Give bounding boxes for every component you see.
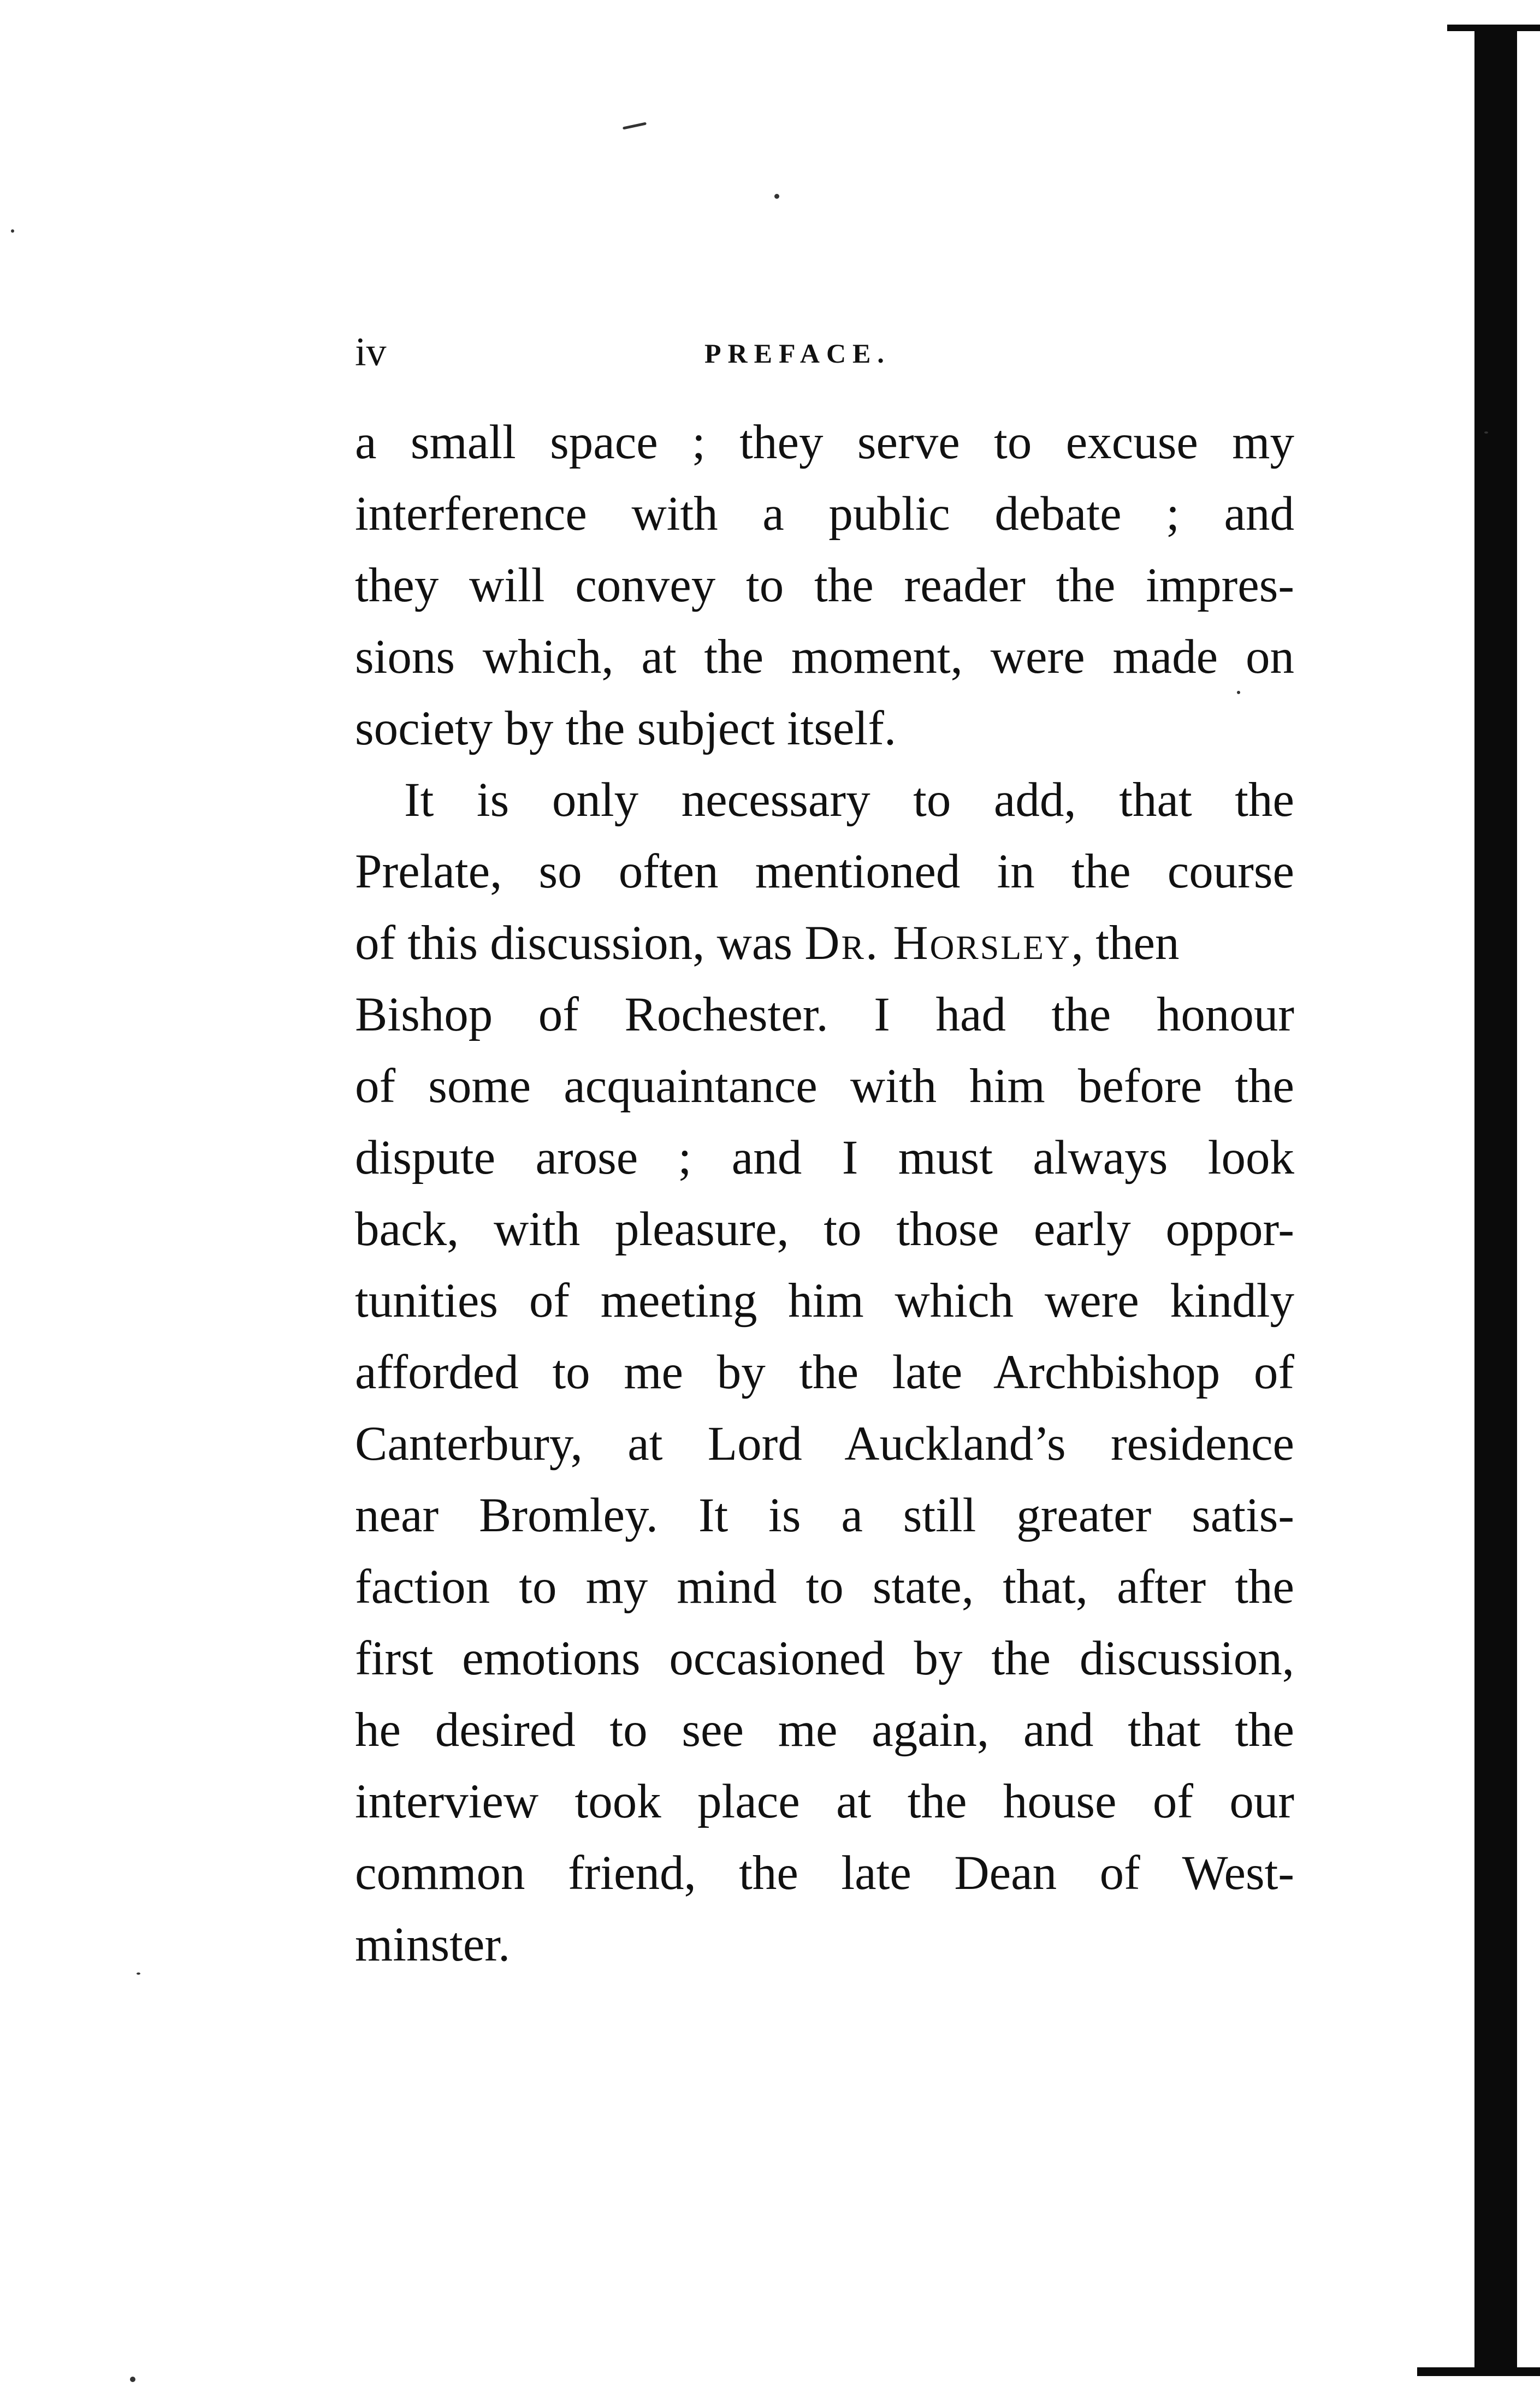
paper-speck xyxy=(130,2377,135,2382)
text-line: of some acquaintance with him before the xyxy=(355,1059,1294,1113)
text-line xyxy=(355,908,1294,979)
text-line: society by the subject itself. xyxy=(355,702,897,755)
text-line: interference with a public debate ; and xyxy=(355,487,1294,541)
text-line: he desired to see me again, and that the xyxy=(355,1703,1294,1757)
text-line: a small space ; they serve to excuse my xyxy=(355,416,1294,469)
spine-bar xyxy=(1474,30,1517,2373)
running-head: PREFACE. xyxy=(704,338,891,369)
text-line: Canterbury, at Lord Auckland’s residence xyxy=(355,1417,1294,1471)
text-line: tunities of meeting him which were kindly xyxy=(355,1274,1294,1328)
name-small-caps: Dr. Horsley xyxy=(804,916,1071,970)
paper-speck xyxy=(774,194,779,199)
text-line: afforded to me by the late Archbishop of xyxy=(355,1346,1294,1399)
text-segment: , then xyxy=(1071,916,1180,970)
text-line: It is only necessary to add, that the xyxy=(404,773,1294,827)
text-line: interview took place at the house of our xyxy=(355,1775,1294,1828)
page-header xyxy=(355,330,1256,374)
text-line: minster. xyxy=(355,1918,511,1971)
text-line: near Bromley. It is a still greater satis- xyxy=(355,1489,1294,1542)
text-line: they will convey to the reader the impres- xyxy=(355,559,1294,612)
page-number: iv xyxy=(355,330,387,375)
text-line: Bishop of Rochester. I had the honour xyxy=(355,988,1294,1041)
book-spine-edge xyxy=(1447,0,1540,2399)
paper-speck xyxy=(1237,691,1240,694)
paper-speck xyxy=(11,229,14,233)
paper-speck xyxy=(623,122,647,129)
text-segment: of this discussion, was xyxy=(355,916,805,970)
text-line: dispute arose ; and I must always look xyxy=(355,1131,1294,1184)
text-line: Prelate, so often mentioned in the course xyxy=(355,845,1294,898)
paper-speck xyxy=(1484,431,1488,434)
text-line: first emotions occasioned by the discussion, xyxy=(355,1632,1294,1685)
body-text xyxy=(355,407,1294,1981)
spine-bottom-serif xyxy=(1417,2367,1540,2376)
text-line: common friend, the late Dean of West- xyxy=(355,1846,1294,1900)
text-line: back, with pleasure, to those early oppor- xyxy=(355,1203,1294,1256)
paper-speck xyxy=(137,1972,140,1975)
text-line: faction to my mind to state, that, after the xyxy=(355,1560,1294,1614)
text-line: sions which, at the moment, were made on xyxy=(355,630,1294,684)
